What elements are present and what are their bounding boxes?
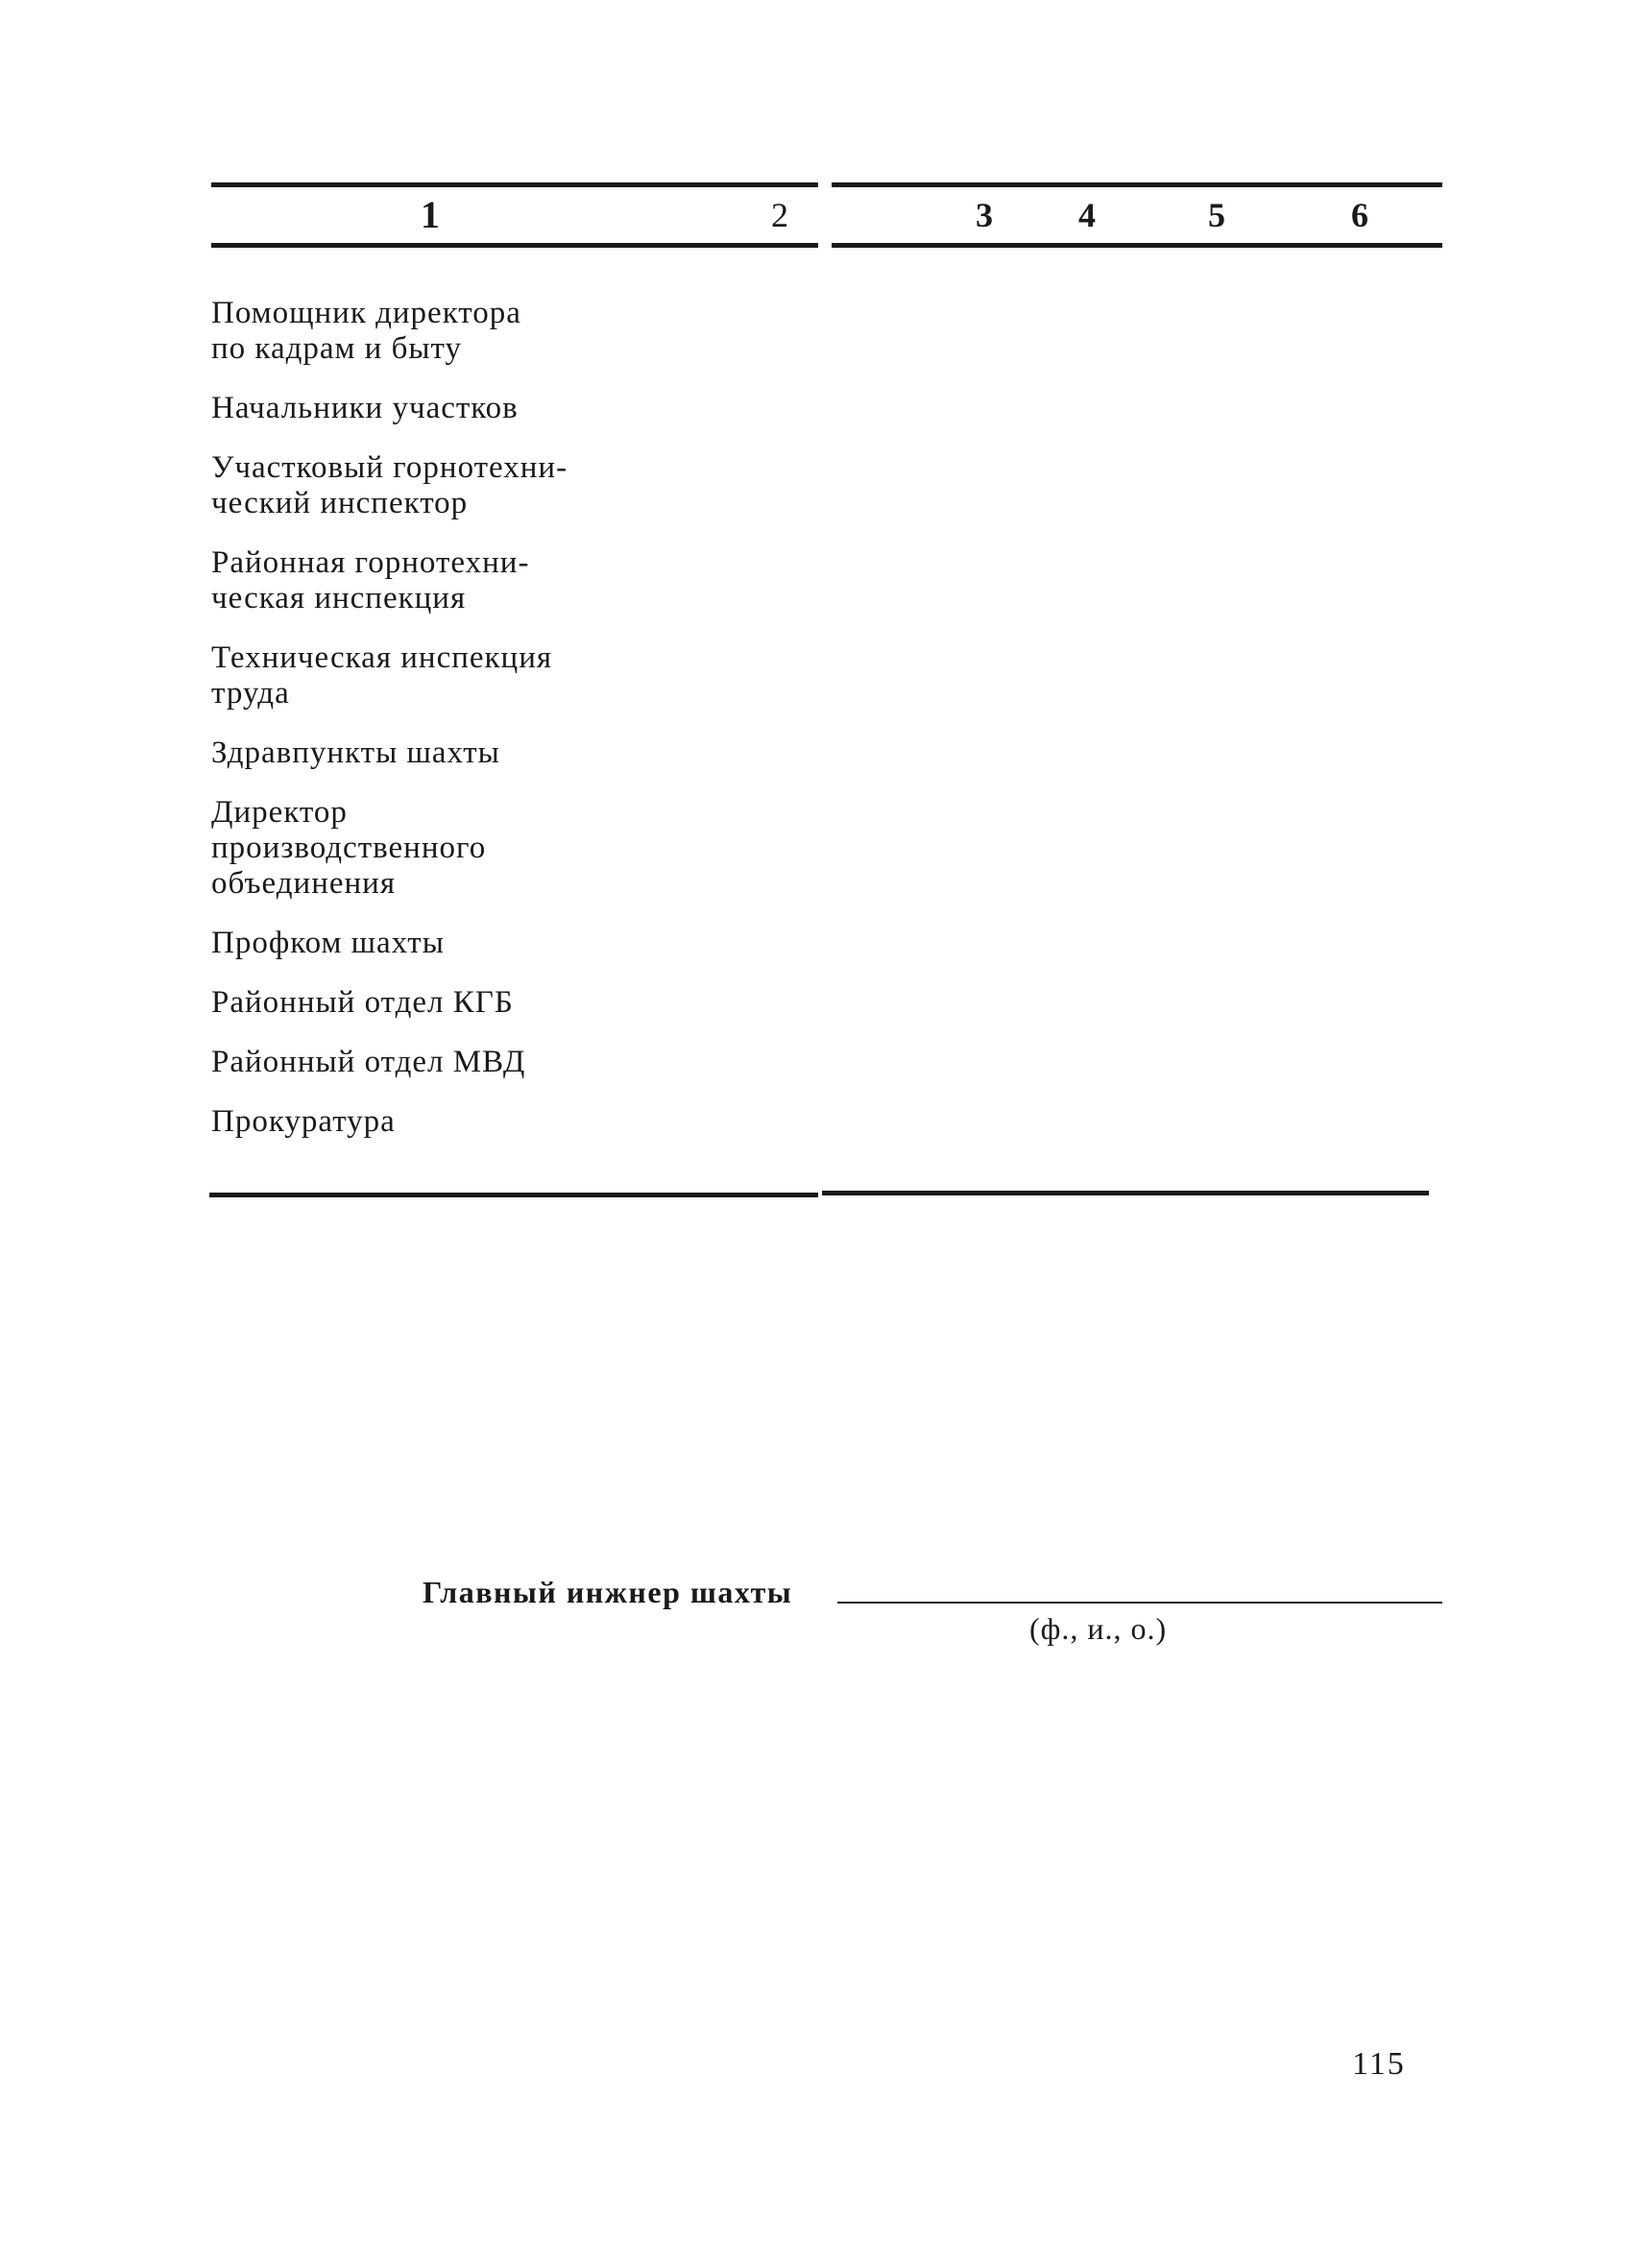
signature-line [837, 1602, 1442, 1604]
table-row: Прокуратура [211, 1104, 396, 1139]
column-number-6: 6 [1351, 196, 1368, 234]
table-bottom-rule [822, 1191, 1429, 1195]
table-rows [211, 296, 711, 1164]
table-row: Здравпункты шахты [211, 736, 500, 770]
table-top-rule [211, 182, 818, 187]
table-row: Районная горнотехни- ческая инспекция [211, 545, 530, 615]
table-row: Начальники участков [211, 391, 519, 425]
table-row: Техническая инспекция труда [211, 640, 553, 711]
table-row: Районный отдел КГБ [211, 985, 514, 1020]
table-header-rule [832, 243, 1442, 248]
column-number-4: 4 [1078, 196, 1096, 234]
table-row: Участковый горнотехни- ческий инспектор [211, 450, 568, 520]
table-top-rule [832, 182, 1442, 187]
column-number-2: 2 [771, 196, 788, 234]
page-number: 115 [1352, 2046, 1406, 2082]
signature-label: Главный инжнер шахты [423, 1575, 793, 1609]
table-row: Директор производственного объединения [211, 795, 487, 901]
table-bottom-rule [209, 1193, 818, 1197]
table-row: Профком шахты [211, 926, 445, 960]
column-number-1: 1 [421, 193, 440, 236]
signature-caption: (ф., и., о.) [1029, 1611, 1168, 1646]
column-number-5: 5 [1208, 196, 1225, 234]
table-row: Районный отдел МВД [211, 1045, 526, 1079]
table-row: Помощник директора по кадрам и быту [211, 296, 521, 366]
column-number-3: 3 [976, 196, 993, 234]
table-header-rule [211, 243, 818, 248]
